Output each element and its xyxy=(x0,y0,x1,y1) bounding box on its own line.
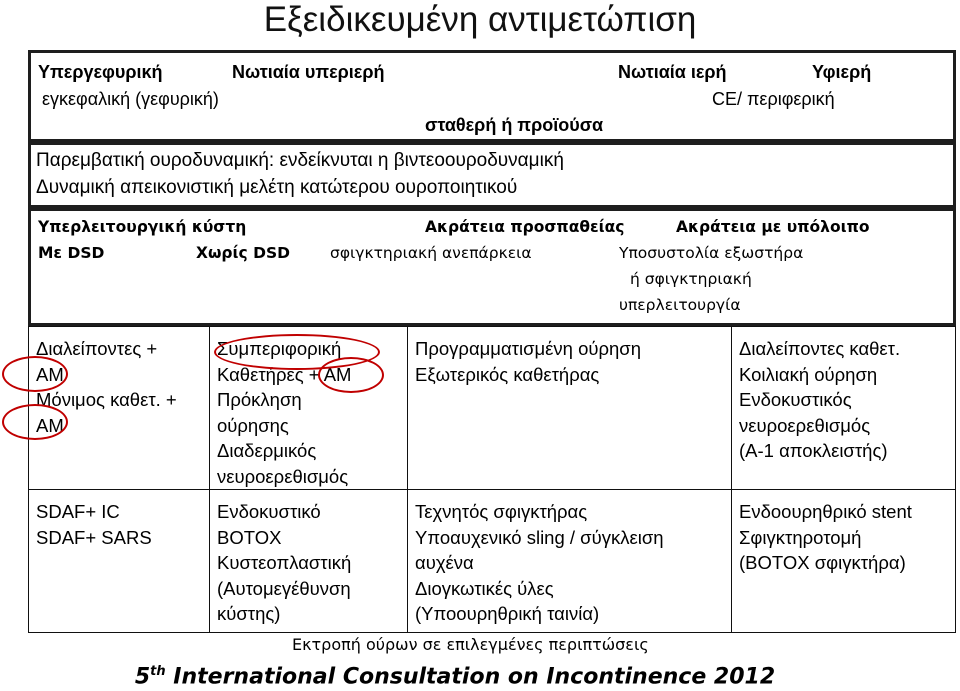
dysfunction-underactive-2: ή σφιγκτηριακή xyxy=(630,270,752,288)
dysfunction-sphincter: σφιγκτηριακή ανεπάρκεια xyxy=(330,244,532,262)
highlight-circle-am-2 xyxy=(2,404,68,440)
treatment-r1-c4: Διαλείποντες καθετ. Κοιλιακή ούρηση Ενδοκυστικός νευροερεθισμός (Α-1 αποκλειστής) xyxy=(739,338,901,461)
dysfunction-with-dsd: Με DSD xyxy=(38,244,105,262)
treatment-r1-c1: Διαλείποντες + ΑΜ Μόνιμος καθετ. + ΑΜ xyxy=(36,338,177,436)
treatment-r2-c4: Ενδοουρηθρικό stent Σφιγκτηροτομή (BOTOX σφιγκτήρα) xyxy=(739,501,912,573)
urodynamics-line-1: Παρεμβατική ουροδυναμική: ενδείκνυται η βιντεοουροδυναμική xyxy=(36,150,564,171)
treatment-r2-c1: SDAF+ IC SDAF+ SARS xyxy=(36,501,152,548)
footer-text: International Consultation on Incontinence 2012 xyxy=(165,664,776,690)
treatment-r1-c2: Συμπεριφορική Καθετήρες + ΑΜ Πρόκληση ούρησης Διαδερμικός νευροερεθισμός xyxy=(217,338,352,487)
footer-superscript: th xyxy=(150,664,166,679)
lesion-subsacral: Υφιερή xyxy=(812,62,872,82)
lesion-stable-progressive: σταθερή ή προϊούσα xyxy=(425,115,604,135)
highlight-circle-catheters xyxy=(318,357,384,393)
dysfunction-underactive-1: Υποσυστολία εξωστήρα xyxy=(619,244,804,262)
dysfunction-without-dsd: Χωρίς DSD xyxy=(196,244,291,262)
lesion-suprapontine: Υπεργεφυρική xyxy=(38,62,163,82)
lesion-peripheral: CE/ περιφερική xyxy=(712,89,835,109)
footer-number: 5 xyxy=(134,664,151,690)
treatment-r1-c3: Προγραμματισμένη ούρηση Εξωτερικός καθετήρας xyxy=(415,338,642,385)
page-title: Εξειδικευμένη αντιμετώπιση xyxy=(263,0,697,39)
treatment-r2-c2: Ενδοκυστικό BOTOX Κυστεοπλαστική (Αυτομεγέθυνση κύστης) xyxy=(217,501,352,624)
lesion-brain: εγκεφαλική (γεφυρική) xyxy=(42,89,219,109)
dysfunction-stress: Ακράτεια προσπαθείας xyxy=(425,218,625,236)
highlight-circle-am-1 xyxy=(2,356,68,392)
urodynamics-line-2: Δυναμική απεικονιστική μελέτη κατώτερου ουροποιητικού xyxy=(36,177,518,198)
dysfunction-underactive-3: υπερλειτουργία xyxy=(619,296,741,314)
dysfunction-overactive: Υπερλειτουργική κύστη xyxy=(38,218,247,236)
footer-consultation xyxy=(0,664,910,689)
lesion-spinal-sacral: Νωτιαία ιερή xyxy=(618,62,727,82)
lesion-spinal-suprasacral: Νωτιαία υπεριερή xyxy=(232,62,385,82)
dysfunction-overflow: Ακράτεια με υπόλοιπο xyxy=(676,218,870,236)
urinary-diversion: Εκτροπή ούρων σε επιλεγμένες περιπτώσεις xyxy=(292,635,649,654)
treatment-r2-c3: Τεχνητός σφιγκτήρας Υποαυχενικό sling / σύγκλειση αυχένα Διογκωτικές ύλες (Υποουρηθρική ταινία) xyxy=(415,501,664,624)
